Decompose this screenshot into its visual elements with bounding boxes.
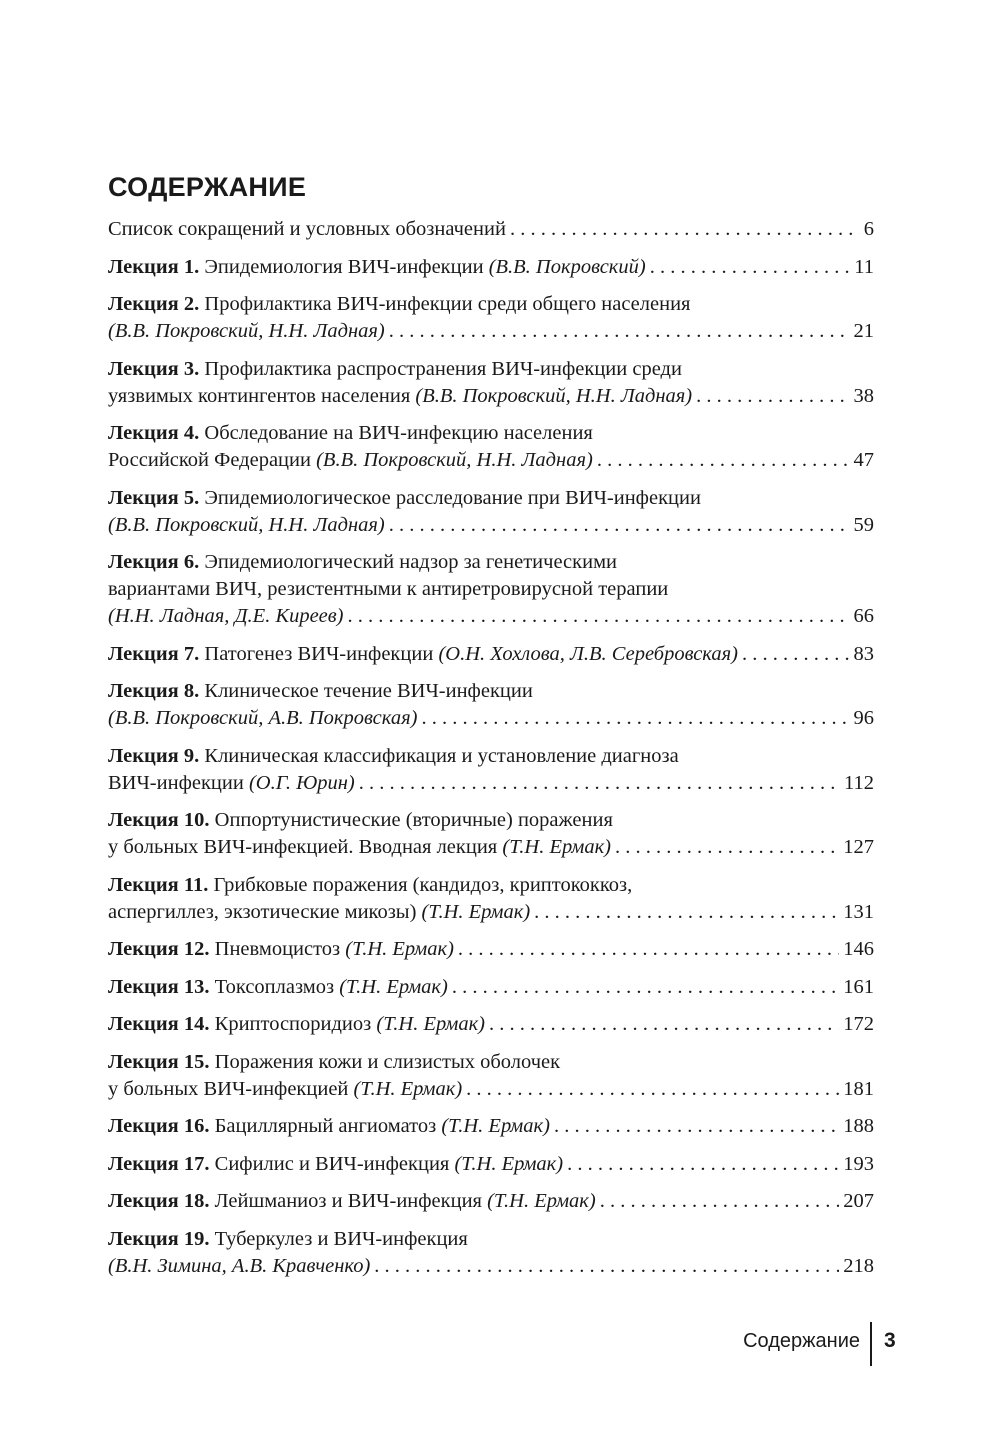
toc-line-text (108, 1188, 596, 1215)
toc-entry[interactable] (108, 1226, 874, 1280)
dot-leader (374, 1253, 839, 1280)
dot-leader (534, 899, 839, 926)
entry-page-number: 38 (853, 384, 874, 407)
dot-leader (458, 936, 839, 963)
toc-line-text (108, 549, 617, 576)
toc-line (108, 678, 874, 705)
toc-entry[interactable] (108, 254, 874, 281)
toc-line-text (108, 1113, 550, 1140)
toc-line-text (108, 1226, 468, 1253)
entry-authors: (Т.Н. Ермак) (487, 1190, 596, 1212)
toc-line-text (108, 254, 646, 281)
dot-leader (452, 974, 839, 1001)
footer-divider (870, 1322, 872, 1366)
entry-page-number: 188 (843, 1115, 874, 1137)
toc-entry[interactable] (108, 1113, 874, 1140)
toc-line (108, 549, 874, 576)
page-number: 3 (884, 1329, 896, 1352)
lecture-label: Лекция 19. (108, 1227, 210, 1250)
toc-line-text (108, 356, 682, 383)
entry-authors: (О.Н. Хохлова, Л.В. Серебровская) (438, 642, 738, 665)
toc-entry[interactable] (108, 485, 874, 539)
dot-leader (466, 1076, 839, 1103)
toc-line-text (108, 678, 533, 705)
toc-line (108, 872, 874, 899)
entry-page-number: 146 (843, 938, 874, 960)
toc-entry[interactable] (108, 974, 874, 1001)
entry-page-number: 181 (843, 1077, 874, 1100)
toc-line-text (108, 641, 738, 668)
lecture-label: Лекция 3. (108, 357, 200, 380)
toc-line-text (108, 603, 344, 630)
toc-line (108, 447, 874, 474)
toc-line-text (108, 770, 355, 797)
running-footer-section: Содержание (743, 1330, 860, 1352)
toc-line (108, 318, 874, 345)
entry-authors: (Т.Н. Ермак) (454, 1152, 564, 1175)
toc-line (108, 356, 874, 383)
toc-line-text (108, 1011, 485, 1038)
dot-leader (567, 1151, 839, 1178)
toc-line-text (108, 420, 593, 447)
entry-page-number: 21 (853, 320, 874, 342)
toc-line (108, 1011, 874, 1038)
entry-authors: (В.В. Покровский, Н.Н. Ладная) (108, 320, 385, 342)
lecture-label: Лекция 4. (108, 422, 200, 444)
entry-title-text: Оппортунистические (вторичные) поражения (214, 809, 613, 831)
toc-line-text (108, 291, 690, 318)
entry-title-text: Патогенез ВИЧ-инфекции (204, 642, 439, 665)
entry-title-text: Эпидемиология ВИЧ-инфекции (204, 255, 489, 278)
entry-title-text: Поражения кожи и слизистых оболочек (214, 1050, 561, 1073)
toc-line-text (108, 899, 530, 926)
entry-title-text: Сифилис и ВИЧ-инфекция (214, 1152, 455, 1175)
toc-line (108, 603, 874, 630)
entry-page-number: 47 (853, 449, 874, 471)
entry-title-text: Российской Федерации (108, 449, 317, 471)
entry-title-text: Клиническое течение ВИЧ-инфекции (204, 680, 533, 702)
toc-line-text (108, 485, 701, 512)
lecture-label: Лекция 14. (108, 1013, 210, 1035)
toc-line-text (108, 318, 385, 345)
dot-leader (742, 641, 850, 668)
toc-entry[interactable] (108, 807, 874, 861)
entry-title-text: Грибковые поражения (кандидоз, криптококкоз, (213, 873, 633, 896)
toc-line-text (108, 216, 506, 243)
toc-line (108, 770, 874, 797)
toc-line (108, 705, 874, 732)
toc-line-text (108, 872, 632, 899)
toc-entry[interactable] (108, 1151, 874, 1178)
entry-title-text: вариантами ВИЧ, резистентными к антиретровирусной терапии (108, 578, 669, 600)
entry-title-text: ВИЧ-инфекции (108, 771, 249, 794)
entry-authors: (В.В. Покровский) (488, 255, 646, 278)
dot-leader (389, 512, 850, 539)
entry-title-text: Эпидемиологическое расследование при ВИЧ-инфекции (204, 486, 701, 509)
entry-authors: (Т.Н. Ермак) (421, 900, 531, 923)
toc-line (108, 1049, 874, 1076)
entry-page-number: 112 (844, 771, 874, 794)
toc-line (108, 743, 874, 770)
toc-line (108, 1151, 874, 1178)
toc-entry[interactable] (108, 549, 874, 630)
lecture-label: Лекция 1. (108, 255, 200, 278)
dot-leader (348, 603, 850, 630)
entry-page-number: 83 (853, 642, 874, 665)
entry-title-text: Бациллярный ангиоматоз (214, 1115, 442, 1137)
dot-leader (600, 1188, 840, 1215)
lecture-label: Лекция 5. (108, 486, 200, 509)
toc-line-text (108, 743, 679, 770)
page-footer (0, 1322, 1000, 1366)
toc-line (108, 1188, 874, 1215)
toc-entry[interactable] (108, 216, 874, 243)
entry-title-text: аспергиллез, экзотические микозы) (108, 900, 422, 923)
entry-page-number: 6 (863, 218, 874, 240)
toc-line (108, 1253, 874, 1280)
toc-line (108, 216, 874, 243)
toc-line (108, 1226, 874, 1253)
toc-line (108, 485, 874, 512)
entry-authors: (Т.Н. Ермак) (376, 1013, 485, 1035)
entry-title-text: Токсоплазмоз (214, 975, 340, 998)
toc-line-text (108, 807, 613, 834)
toc-line-text (108, 383, 692, 410)
toc-line-text (108, 1076, 462, 1103)
entry-page-number: 218 (843, 1254, 874, 1277)
entry-title-text: Профилактика распространения ВИЧ-инфекции среди (204, 357, 682, 380)
entry-title-text: Криптоспоридиоз (214, 1013, 377, 1035)
toc-line (108, 291, 874, 318)
entry-title-text: уязвимых контингентов населения (108, 384, 416, 407)
toc-entry[interactable] (108, 291, 874, 345)
entry-title-text: Эпидемиологический надзор за генетическими (204, 551, 618, 573)
entry-authors: (В.В. Покровский, Н.Н. Ладная) (415, 384, 693, 407)
entry-authors: (Н.Н. Ладная, Д.Е. Киреев) (108, 605, 344, 627)
lecture-label: Лекция 13. (108, 975, 210, 998)
entry-title-text: Пневмоцистоз (214, 938, 346, 960)
toc-line-text (108, 936, 454, 963)
toc-entry[interactable] (108, 872, 874, 926)
dot-leader (421, 705, 849, 732)
lecture-label: Лекция 17. (108, 1152, 210, 1175)
toc-line-text (108, 974, 448, 1001)
entry-title-text: Лейшманиоз и ВИЧ-инфекция (214, 1190, 488, 1212)
lecture-label: Лекция 18. (108, 1190, 210, 1212)
lecture-label: Лекция 6. (108, 551, 200, 573)
toc-line (108, 420, 874, 447)
toc-entry[interactable] (108, 641, 874, 668)
toc-entry[interactable] (108, 1188, 874, 1215)
toc-entry[interactable] (108, 743, 874, 797)
toc-line (108, 974, 874, 1001)
dot-leader (389, 318, 850, 345)
entry-title-text: Профилактика ВИЧ-инфекции среди общего населения (204, 293, 691, 315)
toc-line (108, 641, 874, 668)
toc-line (108, 254, 874, 281)
lecture-label: Лекция 16. (108, 1115, 210, 1137)
toc-line (108, 1076, 874, 1103)
entry-page-number: 66 (853, 605, 874, 627)
toc-line (108, 383, 874, 410)
entry-title-text: у больных ВИЧ-инфекцией. Вводная лекция (108, 836, 503, 858)
dot-leader (510, 216, 860, 243)
dot-leader (597, 447, 850, 474)
lecture-label: Лекция 11. (108, 873, 209, 896)
toc-line (108, 576, 874, 603)
toc-entry[interactable] (108, 678, 874, 732)
entry-title-text: Обследование на ВИЧ-инфекцию населения (204, 422, 593, 444)
entry-page-number: 127 (843, 836, 874, 858)
entry-page-number: 59 (853, 513, 874, 536)
toc-entry[interactable] (108, 1049, 874, 1103)
toc-line (108, 512, 874, 539)
entry-page-number: 207 (843, 1190, 874, 1212)
toc-entry[interactable] (108, 936, 874, 963)
entry-page-number: 96 (853, 707, 874, 729)
entry-authors: (О.Г. Юрин) (248, 771, 355, 794)
entry-page-number: 172 (843, 1013, 874, 1035)
toc-line (108, 807, 874, 834)
entry-authors: (В.В. Покровский, Н.Н. Ладная) (316, 449, 593, 471)
entry-title-text: Список сокращений и условных обозначений (108, 218, 506, 240)
dot-leader (650, 254, 851, 281)
toc-line-text (108, 1151, 563, 1178)
table-of-contents (108, 216, 874, 1290)
toc-line (108, 1113, 874, 1140)
page-title: СОДЕРЖАНИЕ (108, 172, 307, 202)
toc-entry[interactable] (108, 356, 874, 410)
entry-authors: (В.В. Покровский, Н.Н. Ладная) (108, 513, 385, 536)
toc-line-text (108, 1253, 370, 1280)
entry-page-number: 193 (843, 1152, 874, 1175)
lecture-label: Лекция 12. (108, 938, 210, 960)
lecture-label: Лекция 10. (108, 809, 210, 831)
toc-line-text (108, 834, 611, 861)
toc-line-text (108, 705, 417, 732)
lecture-label: Лекция 15. (108, 1050, 210, 1073)
dot-leader (489, 1011, 839, 1038)
toc-line (108, 834, 874, 861)
entry-authors: (Т.Н. Ермак) (441, 1115, 550, 1137)
entry-page-number: 161 (843, 975, 874, 998)
toc-line-text (108, 1049, 560, 1076)
lecture-label: Лекция 2. (108, 293, 200, 315)
lecture-label: Лекция 7. (108, 642, 200, 665)
entry-authors: (В.Н. Зимина, А.В. Кравченко) (108, 1254, 371, 1277)
toc-line-text (108, 576, 668, 603)
entry-authors: (Т.Н. Ермак) (339, 975, 448, 998)
toc-line-text (108, 512, 385, 539)
entry-title-text: Туберкулез и ВИЧ-инфекция (214, 1227, 468, 1250)
dot-leader (696, 383, 849, 410)
toc-entry[interactable] (108, 1011, 874, 1038)
entry-authors: (В.В. Покровский, А.В. Покровская) (108, 707, 418, 729)
entry-authors: (Т.Н. Ермак) (345, 938, 454, 960)
dot-leader (554, 1113, 839, 1140)
entry-authors: (Т.Н. Ермак) (353, 1077, 463, 1100)
entry-page-number: 131 (843, 900, 874, 923)
toc-line (108, 899, 874, 926)
dot-leader (359, 770, 840, 797)
toc-line (108, 936, 874, 963)
entry-title-text: Клиническая классификация и установление диагноза (204, 744, 679, 767)
dot-leader (615, 834, 839, 861)
lecture-label: Лекция 8. (108, 680, 200, 702)
toc-line-text (108, 447, 593, 474)
entry-title-text: у больных ВИЧ-инфекцией (108, 1077, 354, 1100)
entry-page-number: 11 (854, 255, 874, 278)
toc-entry[interactable] (108, 420, 874, 474)
entry-authors: (Т.Н. Ермак) (502, 836, 611, 858)
lecture-label: Лекция 9. (108, 744, 200, 767)
